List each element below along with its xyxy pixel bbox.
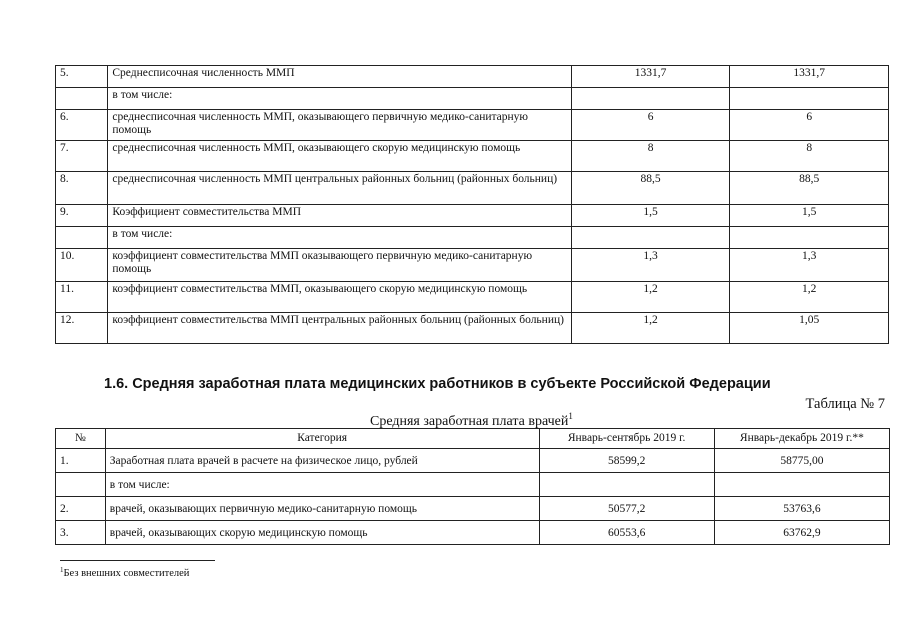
value-col-1: 1,2: [571, 313, 730, 344]
table-row: [56, 521, 890, 545]
value-col-2: 1,3: [730, 249, 889, 282]
table-row: [56, 249, 889, 282]
row-label: в том числе:: [108, 88, 571, 110]
header-number: №: [56, 429, 106, 449]
table-header-row: [56, 429, 890, 449]
value-col-2: 1,2: [730, 282, 889, 313]
footnote-mark: 1: [568, 411, 573, 421]
table-title-text: Средняя заработная плата врачей: [370, 414, 569, 429]
footnote-text: Без внешних совместителей: [63, 568, 190, 579]
table-row: [56, 449, 890, 473]
table-number: Таблица № 7: [805, 396, 885, 412]
table-row: [56, 172, 889, 205]
row-label: коэффициент совместительства ММП оказывающего первичную медико-санитарную помощь: [108, 249, 571, 282]
row-number: 1.: [56, 449, 106, 473]
value-col-1: 1331,7: [571, 66, 730, 88]
row-number: 9.: [56, 205, 108, 227]
row-label: врачей, оказывающих первичную медико-санитарную помощь: [105, 497, 539, 521]
row-label: коэффициент совместительства ММП центральных районных больниц (районных больниц): [108, 313, 571, 344]
footnote-divider: [60, 560, 215, 561]
value-col-1: 88,5: [571, 172, 730, 205]
value-col-1: 6: [571, 110, 730, 141]
header-period-1: Январь-сентябрь 2019 г.: [539, 429, 714, 449]
staff-count-table: [55, 65, 889, 344]
value-col-2: 63762,9: [714, 521, 889, 545]
value-col-1: 1,5: [571, 205, 730, 227]
table-row: [56, 141, 889, 172]
footnote: [60, 566, 189, 579]
table-row: [56, 205, 889, 227]
value-col-1: 58599,2: [539, 449, 714, 473]
row-label: среднесписочная численность ММП центральных районных больниц (районных больниц): [108, 172, 571, 205]
row-label: в том числе:: [105, 473, 539, 497]
value-col-1: 60553,6: [539, 521, 714, 545]
value-col-2: 8: [730, 141, 889, 172]
footnote-mark: 1: [60, 566, 64, 574]
row-label: Заработная плата врачей в расчете на физическое лицо, рублей: [105, 449, 539, 473]
value-col-2: [730, 227, 889, 249]
row-label: среднесписочная численность ММП, оказывающего скорую медицинскую помощь: [108, 141, 571, 172]
row-number: [56, 473, 106, 497]
table-row: [56, 313, 889, 344]
value-col-2: 1331,7: [730, 66, 889, 88]
row-label: Коэффициент совместительства ММП: [108, 205, 571, 227]
header-period-2: Январь-декабрь 2019 г.**: [714, 429, 889, 449]
value-col-1: 1,3: [571, 249, 730, 282]
value-col-1: 1,2: [571, 282, 730, 313]
row-number: 8.: [56, 172, 108, 205]
table-row: [56, 473, 890, 497]
value-col-2: 53763,6: [714, 497, 889, 521]
value-col-2: [730, 88, 889, 110]
table-row: [56, 282, 889, 313]
row-number: 7.: [56, 141, 108, 172]
row-label: Среднесписочная численность ММП: [108, 66, 571, 88]
row-number: [56, 227, 108, 249]
table-row: [56, 88, 889, 110]
value-col-2: 6: [730, 110, 889, 141]
row-number: [56, 88, 108, 110]
salary-table: [55, 428, 890, 545]
header-category: Категория: [105, 429, 539, 449]
table-row: [56, 110, 889, 141]
value-col-1: [539, 473, 714, 497]
row-number: 6.: [56, 110, 108, 141]
row-number: 3.: [56, 521, 106, 545]
row-number: 12.: [56, 313, 108, 344]
value-col-1: 50577,2: [539, 497, 714, 521]
value-col-1: [571, 88, 730, 110]
row-label: в том числе:: [108, 227, 571, 249]
value-col-2: 88,5: [730, 172, 889, 205]
table-row: [56, 497, 890, 521]
value-col-2: 1,5: [730, 205, 889, 227]
table-row: [56, 66, 889, 88]
value-col-2: 58775,00: [714, 449, 889, 473]
value-col-1: 8: [571, 141, 730, 172]
row-number: 11.: [56, 282, 108, 313]
row-number: 2.: [56, 497, 106, 521]
section-heading: 1.6. Средняя заработная плата медицинских работников в субъекте Российской Федерации: [104, 376, 771, 392]
value-col-2: 1,05: [730, 313, 889, 344]
row-label: среднесписочная численность ММП, оказывающего первичную медико-санитарную помощь: [108, 110, 571, 141]
row-label: врачей, оказывающих скорую медицинскую помощь: [105, 521, 539, 545]
row-number: 10.: [56, 249, 108, 282]
row-label: коэффициент совместительства ММП, оказывающего скорую медицинскую помощь: [108, 282, 571, 313]
value-col-1: [571, 227, 730, 249]
table-row: [56, 227, 889, 249]
value-col-2: [714, 473, 889, 497]
row-number: 5.: [56, 66, 108, 88]
